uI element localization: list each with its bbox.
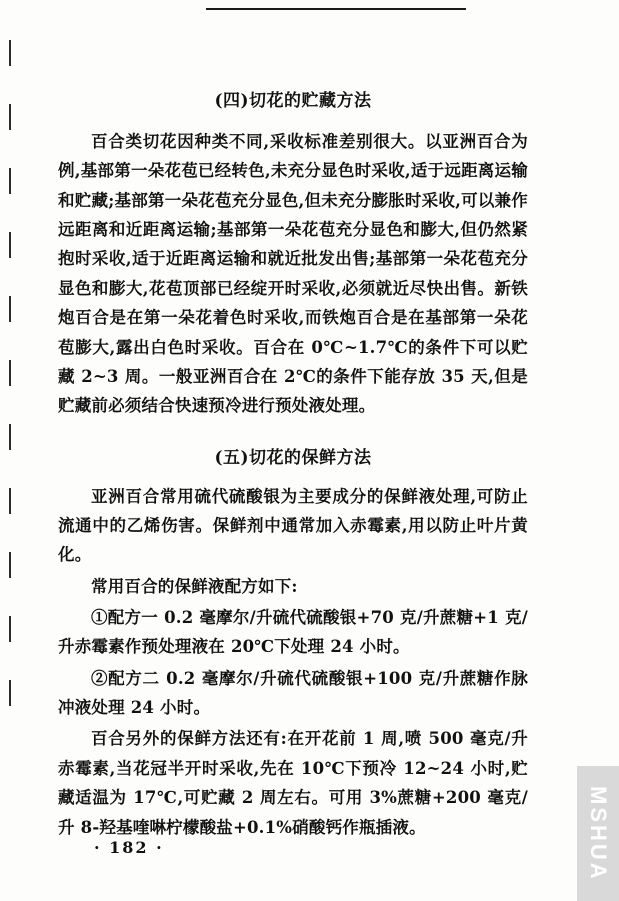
paragraph-preservation-other: 百合另外的保鲜方法还有:在开花前 1 周,喷 500 毫克/升赤霉素,当花冠半开时采收,先在 10℃下预冷 12~24 小时,贮藏适温为 17℃,可贮藏 2 周左右。可用 3%蔗糖+200 毫克/升 8-羟基喹啉柠檬酸盐+0.1%硝酸钙作瓶插液。 bbox=[58, 729, 528, 837]
watermark-text: MSHUA bbox=[586, 785, 611, 882]
page-body bbox=[58, 86, 528, 842]
top-rule-divider bbox=[206, 8, 466, 10]
paragraph-formula-one: ①配方一 0.2 毫摩尔/升硫代硫酸银+70 克/升蔗糖+1 克/升赤霉素作预处理液在 20℃下处理 24 小时。 bbox=[58, 608, 528, 657]
paragraph-formula-two: ②配方二 0.2 毫摩尔/升硫代硫酸银+100 克/升蔗糖作脉冲液处理 24 小时。 bbox=[58, 668, 528, 718]
paragraph-preservation-2: 常用百合的保鲜液配方如下: bbox=[91, 576, 298, 596]
margin-scan-artifacts bbox=[9, 40, 12, 770]
paragraph-preservation-1: 亚洲百合常用硫代硫酸银为主要成分的保鲜液处理,可防止流通中的乙烯伤害。保鲜剂中通常加入赤霉素,用以防止叶片黄化。 bbox=[58, 486, 528, 565]
section-heading-storage: (四)切花的贮藏方法 bbox=[214, 91, 372, 111]
watermark-strip bbox=[577, 766, 619, 901]
page-number: · 182 · bbox=[94, 838, 164, 857]
paragraph-storage-1: 百合类切花因种类不同,采收标准差别很大。以亚洲百合为例,基部第一朵花苞已经转色,未充分显色时采收,适于远距离运输和贮藏;基部第一朵花苞充分显色,但未充分膨胀时采收,可以兼作远距离和近距离运输;基部第一朵花苞充分显色和膨大,但仍然紧抱时采收,适于近距离运输和就近批发出售;基部第一朵花苞充分显色和膨大,花苞顶部已经绽开时采收,必须就近尽快出售。新铁炮百合是在第一朵花着色时采收,而铁炮百合是在基部第一朵花苞膨大,露出白色时采收。百合在 0℃~1.7℃的条件下可以贮藏 2~3 周。一般亚洲百合在 2℃的条件下能存放 35 天,但是贮藏前必须结合快速预冷进行预处液处理。 bbox=[58, 132, 528, 416]
section-heading-preservation: (五)切花的保鲜方法 bbox=[214, 447, 372, 468]
